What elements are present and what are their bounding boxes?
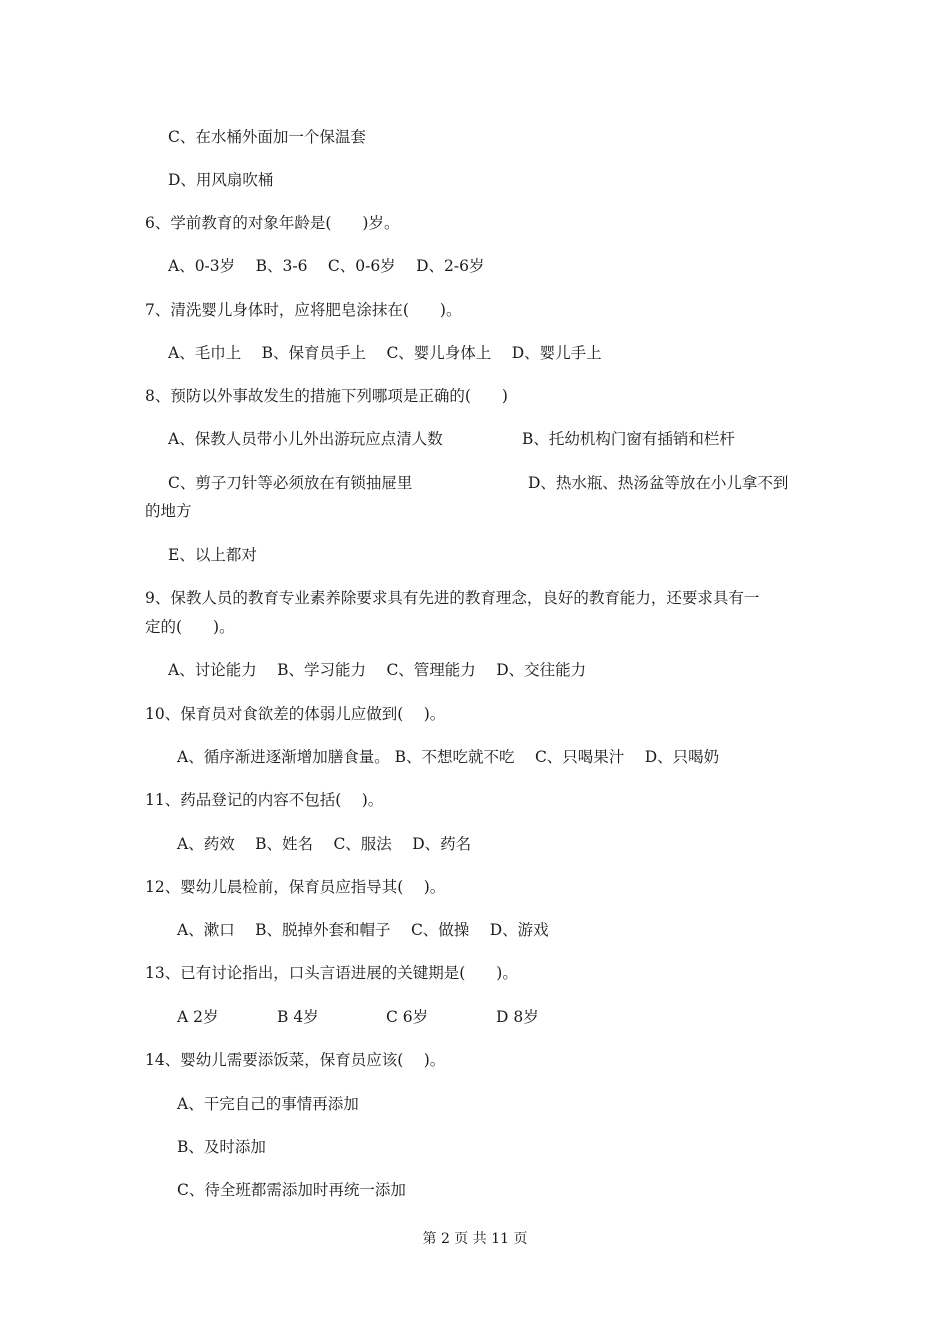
question-7-options: A、毛巾上 B、保育员手上 C、婴儿身体上 D、婴儿手上 bbox=[168, 344, 602, 362]
question-14-option-b: B、及时添加 bbox=[177, 1138, 266, 1156]
question-9-cont: 定的( )。 bbox=[145, 618, 235, 636]
question-9: 9、保教人员的教育专业素养除要求具有先进的教育理念，良好的教育能力，还要求具有一 bbox=[145, 589, 760, 607]
question-12-options: A、漱口 B、脱掉外套和帽子 C、做操 D、游戏 bbox=[177, 921, 549, 939]
question-13-option-c: C 6岁 bbox=[386, 1008, 429, 1026]
question-10-options: A、循序渐进逐渐增加膳食量。 B、不想吃就不吃 C、只喝果汁 D、只喝奶 bbox=[177, 748, 720, 766]
question-6: 6、学前教育的对象年龄是( )岁。 bbox=[145, 214, 400, 232]
option-line: D、用风扇吹桶 bbox=[168, 171, 274, 189]
question-8: 8、预防以外事故发生的措施下列哪项是正确的( ) bbox=[145, 387, 508, 405]
question-8-option-d-cont: 的地方 bbox=[145, 502, 192, 520]
question-14: 14、婴幼儿需要添饭菜，保育员应该( )。 bbox=[145, 1051, 446, 1069]
question-13-option-a: A 2岁 bbox=[177, 1008, 219, 1026]
question-8-option-e: E、以上都对 bbox=[168, 546, 257, 564]
question-9-options: A、讨论能力 B、学习能力 C、管理能力 D、交往能力 bbox=[168, 661, 587, 679]
question-14-option-a: A、干完自己的事情再添加 bbox=[177, 1095, 359, 1113]
option-line: C、在水桶外面加一个保温套 bbox=[168, 128, 366, 146]
question-8-option-b: B、托幼机构门窗有插销和栏杆 bbox=[522, 430, 735, 448]
question-8-option-c: C、剪子刀针等必须放在有锁抽屉里 bbox=[168, 474, 413, 492]
question-13: 13、已有讨论指出，口头言语进展的关键期是( )。 bbox=[145, 964, 518, 982]
question-12: 12、婴幼儿晨检前，保育员应指导其( )。 bbox=[145, 878, 446, 896]
question-11: 11、药品登记的内容不包括( )。 bbox=[145, 791, 384, 809]
page-footer: 第 2 页 共 11 页 bbox=[422, 1231, 528, 1247]
question-13-option-d: D 8岁 bbox=[496, 1008, 539, 1026]
question-8-option-a: A、保教人员带小儿外出游玩应点清人数 bbox=[168, 430, 443, 448]
question-6-options: A、0-3岁 B、3-6 C、0-6岁 D、2-6岁 bbox=[168, 257, 485, 275]
question-10: 10、保育员对食欲差的体弱儿应做到( )。 bbox=[145, 705, 446, 723]
question-11-options: A、药效 B、姓名 C、服法 D、药名 bbox=[177, 835, 472, 853]
question-13-option-b: B 4岁 bbox=[277, 1008, 319, 1026]
question-14-option-c: C、待全班都需添加时再统一添加 bbox=[177, 1181, 406, 1199]
question-7: 7、清洗婴儿身体时，应将肥皂涂抹在( )。 bbox=[145, 301, 462, 319]
question-8-option-d: D、热水瓶、热汤盆等放在小儿拿不到 bbox=[528, 474, 789, 492]
